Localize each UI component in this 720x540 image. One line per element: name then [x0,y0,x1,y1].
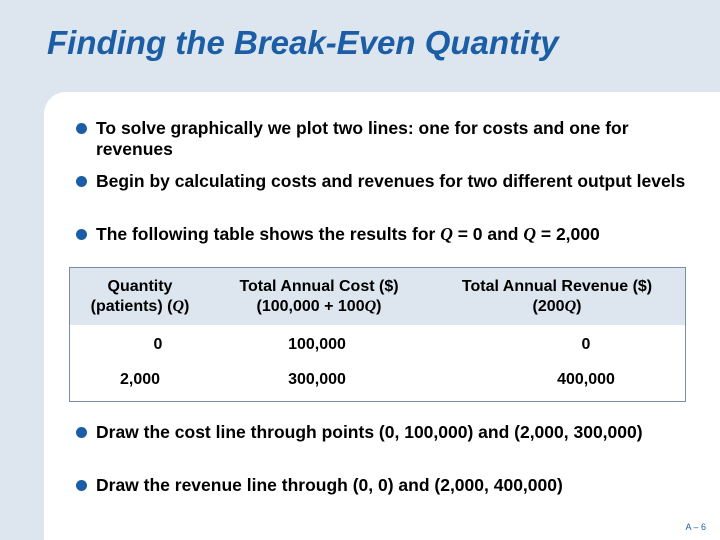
page-number: A – 6 [685,522,706,532]
table-cell-quantity: 0 [153,336,163,353]
bullet-text: To solve graphically we plot two lines: one for costs and one for revenues [96,118,629,159]
bullet-text: Draw the cost line through points (0, 100,000) and (2,000, 300,000) [96,422,643,442]
table-cell-revenue: 400,000 [557,371,615,388]
column-header-cost [210,277,428,317]
table-cell-cost: 100,000 [288,336,346,353]
column-header-quantity [70,277,210,317]
table-cell-revenue: 0 [581,336,591,353]
bullet-item [76,422,702,443]
column-header-revenue [428,277,686,317]
bullet-dot-icon [76,229,87,240]
column-header-line: Total Annual Cost ($) [239,278,399,295]
bullet-text [96,224,702,245]
table-body [69,325,686,402]
variable-q: Q [440,224,453,244]
bullet-text-part: = 2,000 [536,224,600,244]
column-header-line: Quantity [107,278,173,295]
column-header-line: (100,000 + 100Q) [256,298,382,315]
column-header-line: Total Annual Revenue ($) [461,278,653,295]
bullet-item [76,224,702,245]
table-header [69,267,686,325]
table-cell-cost: 300,000 [288,371,346,388]
bullet-text-part: The following table shows the results for [96,224,441,244]
bullet-dot-icon [76,427,87,438]
bullet-text: Draw the revenue line through (0, 0) and (2,000, 400,000) [96,475,563,495]
variable-q: Q [172,298,184,315]
bullet-text: Begin by calculating costs and revenues for two different output levels [96,171,686,191]
column-header-line: (patients) (Q) [90,298,190,315]
bullet-item [76,475,702,496]
slide-title: Finding the Break-Even Quantity [47,24,559,61]
variable-q: Q [564,298,577,315]
bullet-item [76,171,702,192]
bullet-dot-icon [76,123,87,134]
table-cell-quantity: 2,000 [119,371,161,388]
column-header-line: (200Q) [532,298,582,315]
variable-q: Q [523,224,536,244]
bullet-dot-icon [76,176,87,187]
bullet-item [76,118,702,160]
variable-q: Q [364,298,377,315]
bullet-dot-icon [76,480,87,491]
bullet-text-part: = 0 and [452,224,524,244]
